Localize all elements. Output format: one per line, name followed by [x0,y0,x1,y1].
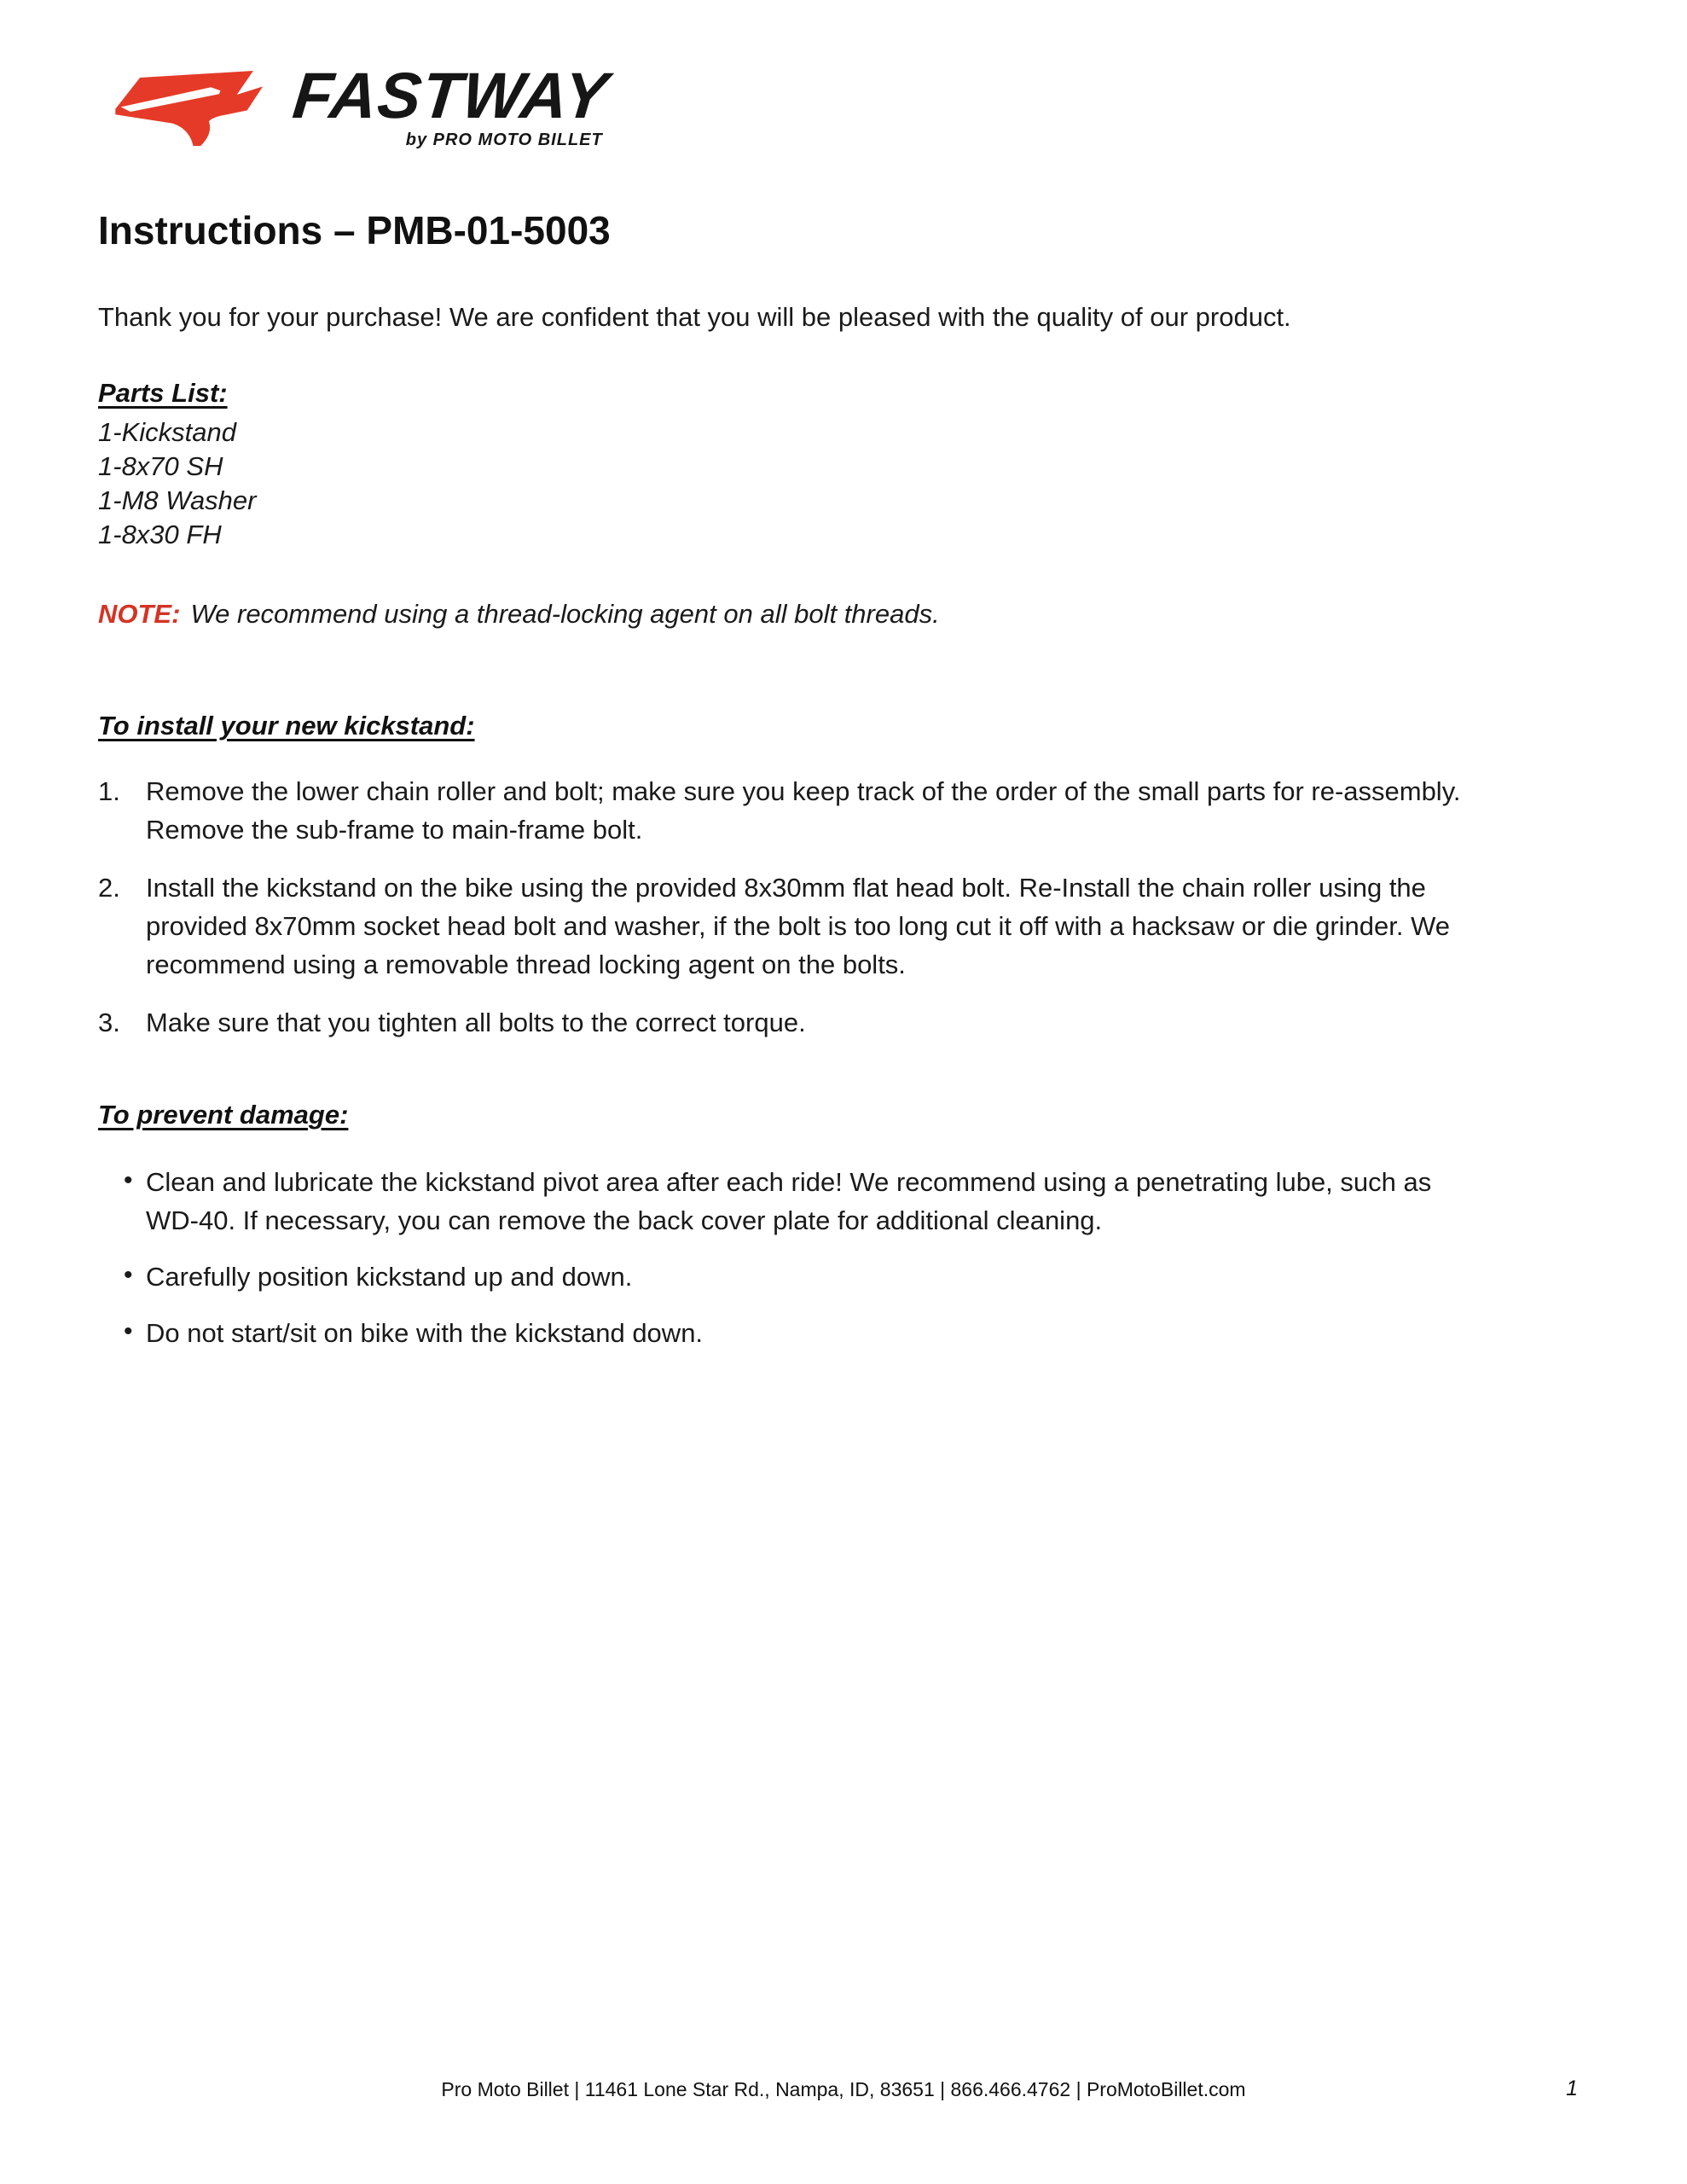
page-title: Instructions – PMB-01-5003 [98,208,611,253]
parts-list-item: 1-Kickstand [98,417,236,447]
install-section-heading: To install your new kickstand: [98,711,475,741]
prevent-damage-bullet: • Do not start/sit on bike with the kickstand down. [98,1314,1480,1352]
install-step: Remove the lower chain roller and bolt; make sure you keep track of the order of the small parts for re-assembly. Remove the sub-frame to main-frame bolt. [146,776,1461,845]
parts-list-item: 1-M8 Washer [98,485,257,515]
prevent-damage-bullet: • Clean and lubricate the kickstand pivot area after each ride! We recommend using a penetrating lube, such as WD-40. If necessary, you can remove the back cover plate for additional cleaning. [98,1163,1480,1240]
install-step: Install the kickstand on the bike using the provided 8x30mm flat head bolt. Re-Install the chain roller using the provided 8x70mm socket head bolt and washer, if the bolt is too long cut it off with a hacksaw or die grinder. We recommend using a removable thread locking agent on the bolts. [146,873,1451,979]
footer-contact-line: Pro Moto Billet | 11461 Lone Star Rd., Nampa, ID, 83651 | 866.466.4762 | ProMotoBillet.com [441,2078,1246,2100]
fastway-logo [98,60,1589,149]
prevent-damage-list [98,1163,1480,1352]
document-content [98,60,1589,1370]
parts-list-item: 1-8x70 SH [98,451,223,481]
parts-list-item: 1-8x30 FH [98,520,222,549]
intro-paragraph: Thank you for your purchase! We are confident that you will be pleased with the quality of our product. [98,302,1291,332]
parts-list-heading: Parts List: [98,378,228,408]
install-step: Make sure that you tighten all bolts to the correct torque. [146,1008,806,1037]
parts-list [98,415,1589,552]
note-paragraph [98,596,1589,632]
fastway-logo-text [289,60,612,150]
fastway-logo-icon [98,64,281,146]
prevent-damage-bullet: • Carefully position kickstand up and down. [98,1258,1480,1296]
note-label: NOTE: [98,599,181,629]
install-steps-list [98,772,1463,1042]
fastway-wordmark: FASTWAY [289,60,612,132]
pro-moto-billet-byline: by PRO MOTO BILLET [405,131,603,149]
prevent-damage-heading: To prevent damage: [98,1100,349,1130]
page-number: 1 [1566,2077,1578,2100]
note-text: We recommend using a thread-locking agent on all bolt threads. [190,599,940,629]
